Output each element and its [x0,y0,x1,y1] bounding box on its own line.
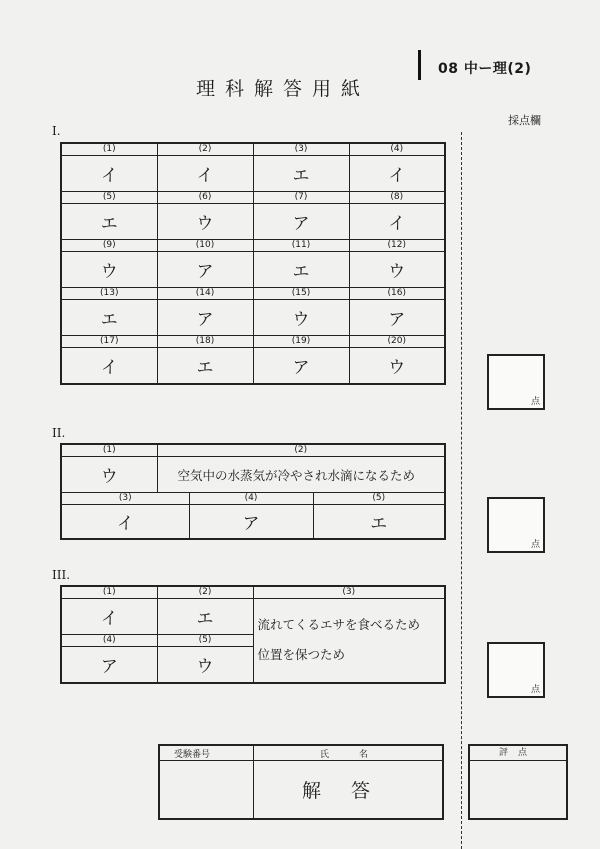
answer-cell: エ [157,348,253,384]
answer-text: 空気中の水蒸気が冷やされ水滴になるため [157,457,445,493]
section-3-answer-grid [60,585,446,684]
question-number: (5) [61,192,157,204]
answer-cell: ウ [253,300,349,336]
student-info-box [158,744,444,820]
exam-number-label: 受験番号 [174,750,211,760]
section-3-label: III. [52,568,71,582]
question-number: (6) [157,192,253,204]
page-title: 理科解答用紙 [196,78,371,100]
answer-text-block [253,599,445,683]
grade-box [468,744,568,820]
question-number: (1) [61,444,157,457]
answer-cell: ウ [61,457,157,493]
question-number: (15) [253,288,349,300]
answer-cell: エ [61,204,157,240]
answer-cell: エ [253,156,349,192]
question-number: (2) [157,586,253,599]
section-2-answer-grid [60,443,446,540]
name-label: 氏名 [320,750,399,760]
question-number: (18) [157,336,253,348]
answer-text-line: 流れてくるエサを食べるため [257,617,421,633]
section-2-label: II. [52,426,66,440]
section-1-answer-grid [60,142,446,385]
points-unit: 点 [530,540,540,550]
score-column-label: 採点欄 [508,114,541,127]
answer-cell: イ [61,348,157,384]
question-number: (11) [253,240,349,252]
student-info-header [160,746,442,761]
answer-cell: ウ [157,647,253,683]
answer-cell: ア [253,348,349,384]
question-number: (5) [313,493,445,505]
answer-cell: イ [61,505,189,539]
answer-cell: イ [61,599,157,635]
question-number: (5) [157,635,253,647]
answer-cell: イ [61,156,157,192]
question-number: (9) [61,240,157,252]
question-number: (2) [157,143,253,156]
question-number: (4) [61,635,157,647]
question-number: (7) [253,192,349,204]
question-number: (19) [253,336,349,348]
name-value: 解答 [302,780,401,802]
grade-label: 評点 [470,746,566,761]
column-divider [253,746,254,818]
answer-cell: ア [157,252,253,288]
answer-cell: ウ [349,252,445,288]
answer-cell: エ [157,599,253,635]
answer-cell: エ [313,505,445,539]
answer-cell: ウ [349,348,445,384]
question-number: (3) [253,143,349,156]
question-number: (4) [189,493,313,505]
answer-cell: イ [157,156,253,192]
question-number: (8) [349,192,445,204]
question-number: (10) [157,240,253,252]
score-box-section-1 [487,354,545,410]
answer-cell: ウ [157,204,253,240]
score-box-section-2 [487,497,545,553]
question-number: (13) [61,288,157,300]
section-1-label: I. [52,124,61,138]
answer-cell: ア [349,300,445,336]
answer-cell: ア [61,647,157,683]
question-number: (2) [157,444,445,457]
answer-text-line: 位置を保つため [257,647,346,663]
score-box-section-3 [487,642,545,698]
question-number: (20) [349,336,445,348]
points-unit: 点 [530,685,540,695]
exam-code: 08 中ー理(2) [438,61,532,77]
question-number: (12) [349,240,445,252]
question-number: (3) [61,493,189,505]
question-number: (17) [61,336,157,348]
question-number: (3) [253,586,445,599]
answer-cell: ア [157,300,253,336]
points-unit: 点 [530,397,540,407]
answer-cell: ア [253,204,349,240]
header-divider-bar [418,50,421,80]
answer-cell: エ [61,300,157,336]
answer-cell: イ [349,156,445,192]
dashed-cut-line [461,132,462,849]
question-number: (16) [349,288,445,300]
answer-cell: ウ [61,252,157,288]
answer-cell: イ [349,204,445,240]
answer-cell: エ [253,252,349,288]
question-number: (4) [349,143,445,156]
question-number: (1) [61,143,157,156]
question-number: (14) [157,288,253,300]
question-number: (1) [61,586,157,599]
answer-cell: ア [189,505,313,539]
